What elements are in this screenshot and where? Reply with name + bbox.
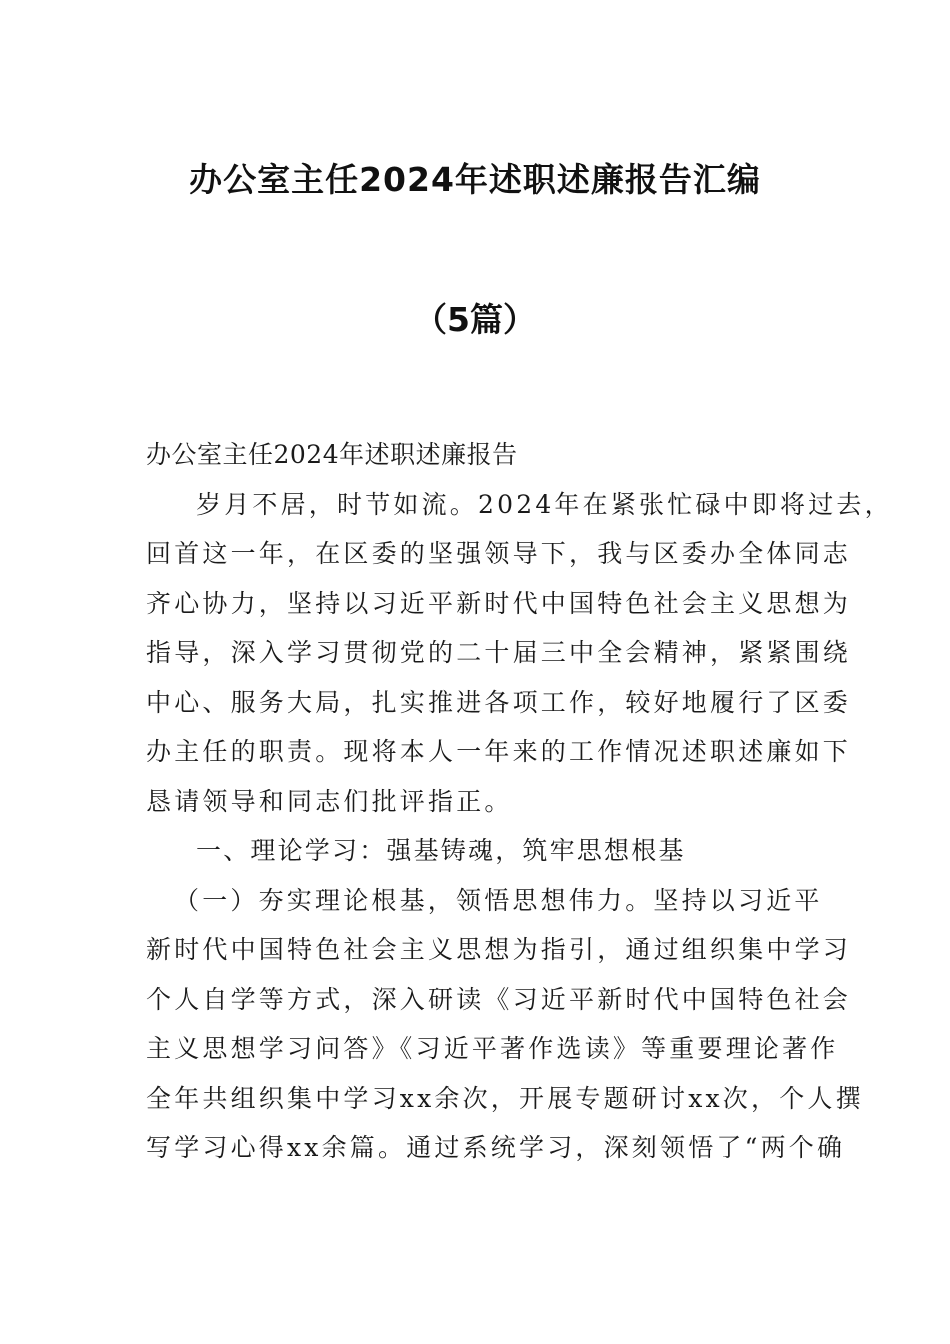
section-heading: 一、理论学习：强基铸魂，筑牢思想根基 bbox=[196, 836, 686, 865]
paragraph-line: 办主任的职责。现将本人一年来的工作情况述职述廉如下 bbox=[146, 737, 852, 766]
paragraph-line: 写学习心得xx余篇。通过系统学习，深刻领悟了“两个确 bbox=[146, 1133, 846, 1162]
document-subtitle: （5篇） bbox=[414, 300, 536, 339]
paragraph-line: 岁月不居，时节如流。2024年在紧张忙碌中即将过去， bbox=[196, 489, 893, 519]
paragraph-line: 指导，深入学习贯彻党的二十届三中全会精神，紧紧围绕 bbox=[146, 638, 852, 667]
paragraph-line: 回首这一年，在区委的坚强领导下，我与区委办全体同志 bbox=[146, 539, 852, 568]
document-body bbox=[146, 430, 893, 1173]
paragraph-line: 新时代中国特色社会主义思想为指引，通过组织集中学习 bbox=[146, 935, 852, 964]
report-title: 办公室主任2024年述职述廉报告 bbox=[146, 440, 518, 469]
paragraph-line: （一）夯实理论根基，领悟思想伟力。坚持以习近平 bbox=[174, 885, 823, 915]
paragraph-line: 全年共组织集中学习xx余次，开展专题研讨xx次，个人撰 bbox=[146, 1083, 864, 1113]
paragraph-line: 恳请领导和同志们批评指正。 bbox=[146, 786, 513, 816]
paragraph-line: 主义思想学习问答》《习近平著作选读》等重要理论著作 bbox=[146, 1034, 839, 1063]
paragraph-line: 个人自学等方式，深入研读《习近平新时代中国特色社会 bbox=[146, 984, 852, 1014]
document-title: 办公室主任2024年述职述廉报告汇编 bbox=[189, 160, 761, 199]
paragraph-line: 中心、服务大局，扎实推进各项工作，较好地履行了区委 bbox=[146, 687, 852, 717]
paragraph-line: 齐心协力，坚持以习近平新时代中国特色社会主义思想为 bbox=[146, 588, 852, 618]
